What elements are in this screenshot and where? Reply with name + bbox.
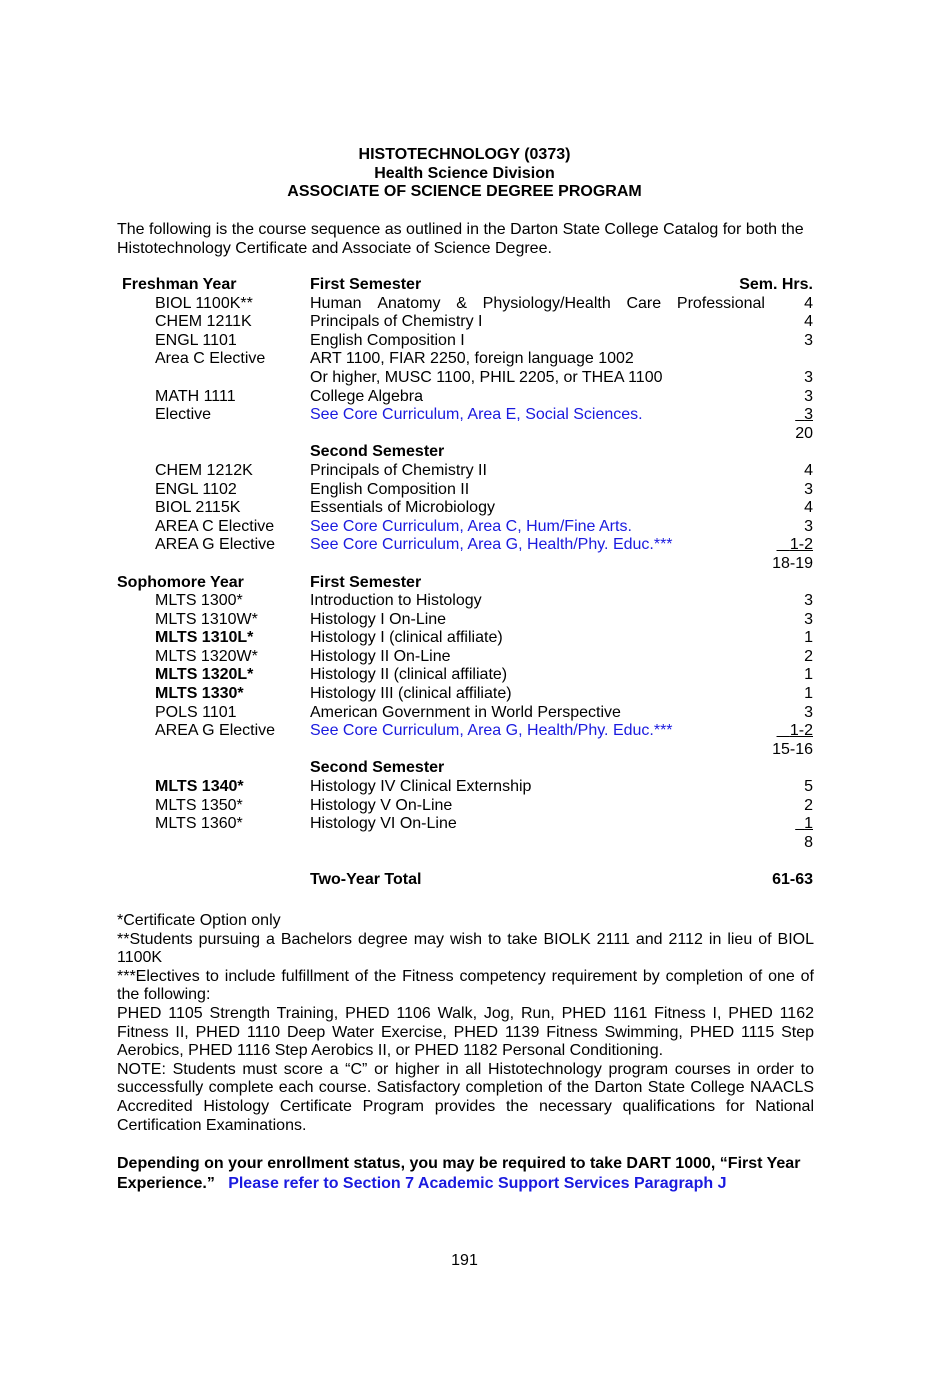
- enrollment-notice: [117, 1154, 814, 1193]
- course-row: [0, 815, 929, 834]
- footnote-certificate: *Certificate Option only: [117, 912, 281, 929]
- course-title: Histology V On-Line: [310, 796, 453, 814]
- course-code: CHEM 1212K: [155, 461, 253, 479]
- course-code: MLTS 1360*: [155, 815, 243, 833]
- course-title: English Composition II: [310, 480, 470, 498]
- course-row: [0, 332, 929, 351]
- course-title: English Composition I: [310, 331, 465, 349]
- course-row: [0, 611, 929, 630]
- course-hours: 3: [804, 592, 813, 610]
- course-hours: 3: [804, 368, 813, 386]
- page-header: [0, 146, 929, 202]
- degree-title: ASSOCIATE OF SCIENCE DEGREE PROGRAM: [287, 183, 642, 201]
- course-row: [0, 388, 929, 407]
- semester-header-row: [0, 759, 929, 778]
- course-row: [0, 685, 929, 704]
- course-row: [0, 369, 929, 388]
- course-row: [0, 629, 929, 648]
- academic-support-link[interactable]: Please refer to Section 7 Academic Support Services Paragraph J: [228, 1174, 727, 1192]
- program-title: HISTOTECHNOLOGY (0373): [358, 146, 571, 163]
- course-title: College Algebra: [310, 387, 423, 405]
- course-row: [0, 592, 929, 611]
- course-hours: 3: [804, 387, 813, 405]
- course-hours: 4: [804, 294, 813, 312]
- sophomore-header-row: [0, 574, 929, 593]
- course-code: MLTS 1340*: [155, 778, 244, 796]
- sophomore-second-semester-label: Second Semester: [310, 759, 445, 777]
- two-year-total-label: Two-Year Total: [310, 871, 422, 888]
- course-code: BIOL 2115K: [155, 499, 241, 517]
- course-row: [0, 778, 929, 797]
- course-hours: 2: [804, 647, 813, 665]
- division-title: Health Science Division: [374, 164, 555, 182]
- course-hours: 3: [804, 517, 813, 535]
- course-title: American Government in World Perspective: [310, 703, 621, 721]
- course-hours: 1: [804, 815, 813, 833]
- course-title: Principals of Chemistry I: [310, 313, 483, 331]
- course-row: [0, 350, 929, 369]
- page-number: 191: [451, 1252, 478, 1269]
- course-title: Histology I (clinical affiliate): [310, 629, 503, 647]
- course-hours: 2: [804, 796, 813, 814]
- course-hours: 1-2: [789, 722, 813, 740]
- course-title: Histology III (clinical affiliate): [310, 685, 512, 703]
- freshman-second-semester-label: Second Semester: [310, 443, 445, 461]
- course-hours: 4: [804, 461, 813, 479]
- course-code: MLTS 1310W*: [155, 610, 258, 628]
- course-code: MATH 1111: [155, 387, 236, 405]
- freshman-year-label: Freshman Year: [122, 276, 237, 293]
- footnote-electives: ***Electives to include fulfillment of the Fitness competency requirement by completion of one of the following:: [117, 967, 814, 1004]
- course-hours: 1: [804, 629, 813, 647]
- course-title: ART 1100, FIAR 2250, foreign language 1002: [310, 350, 634, 368]
- course-title: Principals of Chemistry II: [310, 461, 487, 479]
- course-code: ENGL 1101: [155, 331, 237, 349]
- freshman-header-row: [0, 276, 929, 295]
- course-hours: 5: [804, 778, 813, 796]
- course-sequence-table: [0, 276, 929, 890]
- course-row: [0, 499, 929, 518]
- course-hours: 3: [804, 610, 813, 628]
- course-hours: 1-2: [789, 536, 813, 554]
- course-title: Essentials of Microbiology: [310, 499, 495, 517]
- semester-total-row: [0, 555, 929, 574]
- course-code: ENGL 1102: [155, 480, 237, 498]
- semester-total-row: [0, 425, 929, 444]
- course-row: [0, 704, 929, 723]
- course-code: CHEM 1211K: [155, 313, 252, 331]
- course-hours: 4: [804, 499, 813, 517]
- two-year-total-row: [0, 871, 929, 890]
- freshman-first-semester-label: First Semester: [310, 276, 422, 293]
- course-title: Human Anatomy & Physiology/Health Care Professional: [310, 294, 765, 312]
- semester-total: 8: [804, 833, 813, 851]
- intro-paragraph: The following is the course sequence as outlined in the Darton State College Catalog for both the Histotechnology Certificate and Associate of Science Degree.: [117, 221, 804, 257]
- footnotes: [117, 912, 814, 1135]
- course-code: MLTS 1320L*: [155, 666, 254, 684]
- core-curriculum-link[interactable]: See Core Curriculum, Area G, Health/Phy. Educ.***: [310, 536, 673, 554]
- core-curriculum-link[interactable]: See Core Curriculum, Area C, Hum/Fine Arts.: [310, 517, 632, 535]
- course-code: BIOL 1100K**: [155, 294, 253, 312]
- spacer-row: [0, 852, 929, 871]
- course-title: Histology II (clinical affiliate): [310, 666, 508, 684]
- course-hours: 1: [804, 685, 813, 703]
- course-hours: 4: [804, 313, 813, 331]
- course-row: [0, 666, 929, 685]
- course-row: [0, 295, 929, 314]
- course-row: [0, 313, 929, 332]
- semester-total-row: [0, 834, 929, 853]
- core-curriculum-link[interactable]: See Core Curriculum, Area G, Health/Phy. Educ.***: [310, 722, 673, 740]
- footnote-bachelors: **Students pursuing a Bachelors degree may wish to take BIOLK 2111 and 2112 in lieu of BIOL 1100K: [117, 930, 814, 967]
- course-code: AREA G Elective: [155, 722, 276, 740]
- course-code: MLTS 1320W*: [155, 647, 258, 665]
- course-code: Elective: [155, 406, 212, 424]
- semester-total: 15-16: [772, 740, 813, 758]
- sophomore-first-semester-label: First Semester: [310, 573, 422, 591]
- course-hours: 3: [804, 406, 813, 424]
- course-hours: 3: [804, 480, 813, 498]
- enrollment-text: Depending on your enrollment status, you may be required to take DART 1000, “First Year Experience.”: [117, 1155, 801, 1192]
- two-year-total-value: 61-63: [772, 871, 813, 888]
- course-row: [0, 648, 929, 667]
- course-row: [0, 406, 929, 425]
- course-hours: 3: [804, 331, 813, 349]
- course-row: [0, 536, 929, 555]
- course-title: Histology IV Clinical Externship: [310, 778, 532, 796]
- course-title: Histology VI On-Line: [310, 815, 457, 833]
- course-code: MLTS 1330*: [155, 685, 244, 703]
- course-code: Area C Elective: [155, 350, 266, 368]
- course-row: [0, 722, 929, 741]
- footnote-note: NOTE: Students must score a “C” or higher in all Histotechnology program courses in order to successfully complete each course. Satisfactory completion of the Darton State College NAACLS Accredited Histology Certificate Program provides the necessary qualifications for National Certification Examinations.: [117, 1060, 814, 1134]
- course-hours: 3: [804, 703, 813, 721]
- course-title: Histology I On-Line: [310, 610, 447, 628]
- sophomore-year-label: Sophomore Year: [117, 573, 244, 591]
- semester-total-row: [0, 741, 929, 760]
- course-row: [0, 481, 929, 500]
- semester-total: 20: [795, 424, 813, 442]
- course-code: AREA G Elective: [155, 536, 276, 554]
- course-code: MLTS 1300*: [155, 592, 243, 610]
- course-title: Or higher, MUSC 1100, PHIL 2205, or THEA 1100: [310, 368, 663, 386]
- course-row: [0, 518, 929, 537]
- semester-total: 18-19: [772, 554, 813, 572]
- course-row: [0, 462, 929, 481]
- core-curriculum-link[interactable]: See Core Curriculum, Area E, Social Sciences.: [310, 406, 643, 424]
- course-hours: 1: [804, 666, 813, 684]
- footnote-phed-list: PHED 1105 Strength Training, PHED 1106 Walk, Jog, Run, PHED 1161 Fitness I, PHED 1162 Fitness II, PHED 1110 Deep Water Exercise, PHED 1139 Fitness Swimming, PHED 1115 Step Aerobics, PHED 1116 Step Aerobics II, or PHED 1182 Personal Conditioning.: [117, 1004, 814, 1060]
- course-title: Histology II On-Line: [310, 647, 451, 665]
- semester-header-row: [0, 443, 929, 462]
- course-code: MLTS 1350*: [155, 796, 243, 814]
- course-code: MLTS 1310L*: [155, 629, 254, 647]
- course-code: POLS 1101: [155, 703, 237, 721]
- course-title: Introduction to Histology: [310, 592, 482, 610]
- course-code: AREA C Elective: [155, 517, 275, 535]
- sem-hrs-header: Sem. Hrs.: [739, 276, 813, 293]
- course-row: [0, 797, 929, 816]
